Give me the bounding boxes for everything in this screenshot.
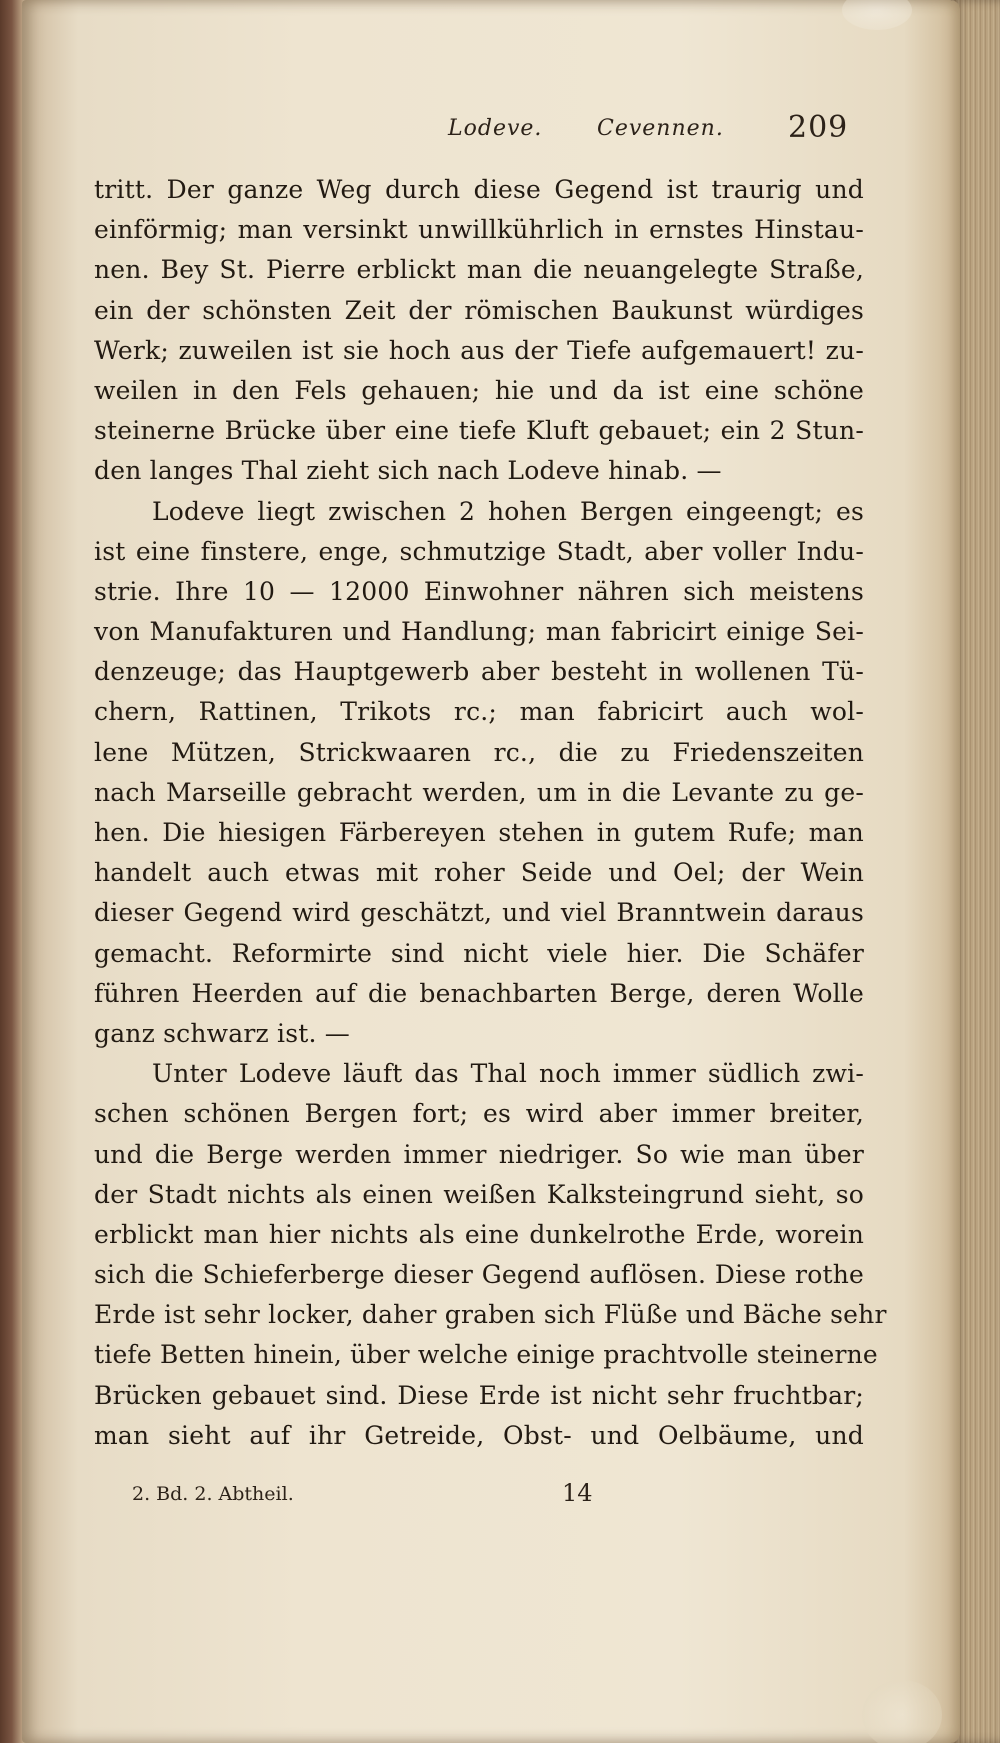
text-line: Brücken gebauet sind. Diese Erde ist nicht sehr fruchtbar; bbox=[94, 1380, 864, 1410]
text-line: nen. Bey St. Pierre erblickt man die neuangelegte Straße, bbox=[94, 255, 864, 285]
text-line: einförmig; man versinkt unwillkührlich in ernstes Hinstau- bbox=[94, 215, 864, 245]
text-line: von Manufakturen und Handlung; man fabricirt einige Sei- bbox=[94, 617, 864, 647]
text-line: chern, Rattinen, Trikots rc.; man fabricirt auch wol- bbox=[94, 697, 864, 727]
text-line: nach Marseille gebracht werden, um in die Levante zu ge- bbox=[94, 777, 864, 807]
page-footer bbox=[22, 1475, 960, 1515]
paper-stain bbox=[842, 0, 912, 30]
running-head-place: Lodeve. bbox=[448, 116, 543, 141]
text-line: schen schönen Bergen fort; es wird aber immer breiter, bbox=[94, 1099, 864, 1129]
text-line: weilen in den Fels gehauen; hie und da ist eine schöne bbox=[94, 375, 864, 405]
page-number: 209 bbox=[788, 110, 849, 145]
text-line: ist eine finstere, enge, schmutzige Stadt, aber voller Indu- bbox=[94, 536, 864, 566]
text-line: ein der schönsten Zeit der römischen Baukunst würdiges bbox=[94, 295, 864, 325]
text-line: tritt. Der ganze Weg durch diese Gegend ist traurig und bbox=[94, 175, 864, 204]
sheet-signature: 2. Bd. 2. Abtheil. bbox=[132, 1483, 294, 1505]
text-line: Erde ist sehr locker, daher graben sich Flüße und Bäche sehr bbox=[94, 1300, 887, 1330]
text-line: steinerne Brücke über eine tiefe Kluft gebauet; ein 2 Stun- bbox=[94, 416, 864, 446]
text-line: den langes Thal zieht sich nach Lodeve hinab. — bbox=[94, 456, 722, 486]
text-line: Werk; zuweilen ist sie hoch aus der Tiefe aufgemauert! zu- bbox=[94, 335, 864, 365]
sheet-signature-number: 14 bbox=[562, 1479, 593, 1507]
text-line: gemacht. Reformirte sind nicht viele hier. Die Schäfer bbox=[94, 938, 864, 968]
text-line: Lodeve liegt zwischen 2 hohen Bergen eingeengt; es bbox=[152, 496, 864, 526]
text-line: führen Heerden auf die benachbarten Berge, deren Wolle bbox=[94, 978, 864, 1008]
text-line: dieser Gegend wird geschätzt, und viel Branntwein daraus bbox=[94, 898, 864, 928]
paper-stain bbox=[862, 1680, 942, 1743]
text-line: ganz schwarz ist. — bbox=[94, 1018, 350, 1048]
text-line: man sieht auf ihr Getreide, Obst- und Oelbäume, und bbox=[94, 1420, 864, 1450]
text-line: der Stadt nichts als einen weißen Kalksteingrund sieht, so bbox=[94, 1179, 864, 1209]
text-line: sich die Schieferberge dieser Gegend auflösen. Diese rothe bbox=[94, 1260, 864, 1290]
text-line: hen. Die hiesigen Färbereyen stehen in gutem Rufe; man bbox=[94, 818, 864, 847]
text-line: strie. Ihre 10 — 12000 Einwohner nähren sich meistens bbox=[94, 576, 864, 606]
text-line: Unter Lodeve läuft das Thal noch immer südlich zwi- bbox=[152, 1059, 864, 1089]
body-text bbox=[94, 170, 887, 1456]
book-page bbox=[22, 0, 960, 1743]
text-line: und die Berge werden immer niedriger. So wie man über bbox=[94, 1139, 864, 1169]
text-line: tiefe Betten hinein, über welche einige prachtvolle steinerne bbox=[94, 1340, 878, 1370]
text-line: denzeuge; das Hauptgewerb aber besteht in wollenen Tü- bbox=[94, 657, 864, 687]
text-line: erblickt man hier nichts als eine dunkelrothe Erde, worein bbox=[94, 1219, 864, 1249]
running-head-region: Cevennen. bbox=[597, 116, 724, 141]
text-line: handelt auch etwas mit roher Seide und Oel; der Wein bbox=[94, 858, 864, 888]
text-line: lene Mützen, Strickwaaren rc., die zu Friedenszeiten bbox=[94, 737, 864, 767]
running-head bbox=[22, 110, 960, 150]
